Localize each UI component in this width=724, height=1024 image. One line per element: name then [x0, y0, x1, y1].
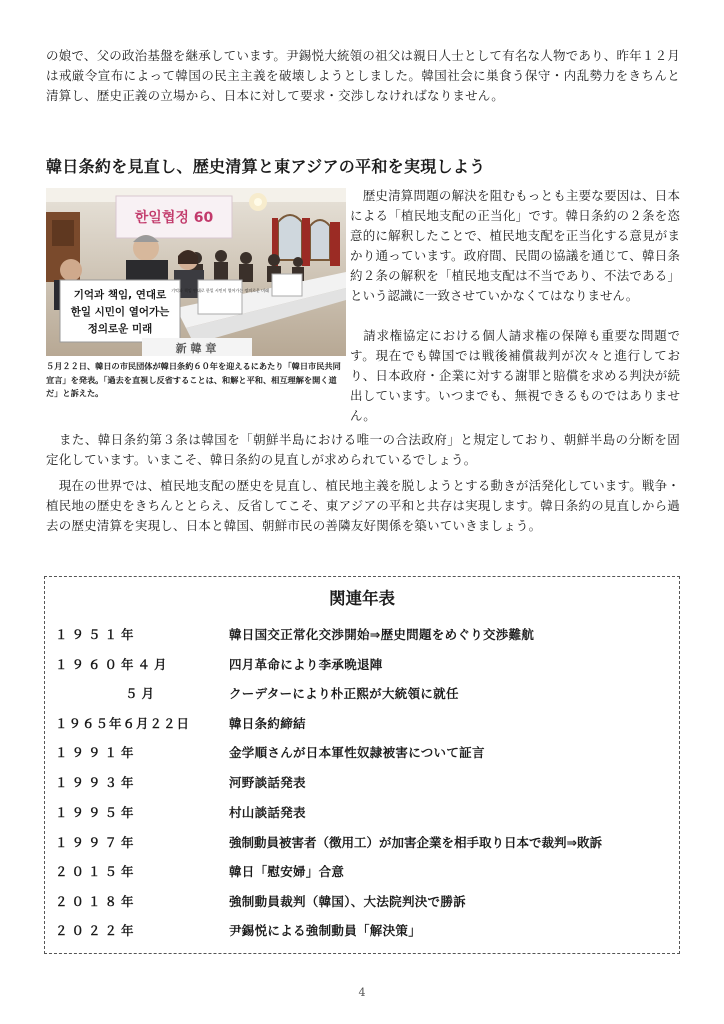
timeline-event: 河野談話発表: [229, 775, 306, 790]
timeline-event: 強制動員被害者（徴用工）が加害企業を相手取り日本で裁判⇒敗訴: [229, 835, 602, 850]
svg-text:기억과 책임 연대로 한일 시민이 열어가는 정의로운 미래: 기억과 책임 연대로 한일 시민이 열어가는 정의로운 미래: [171, 288, 269, 293]
timeline-date: １９５１年: [55, 627, 138, 642]
timeline-date: １９９１年: [55, 745, 138, 760]
right-paragraph-1: 歴史清算問題の解決を阻むもっとも主要な要因は、日本による「植民地支配の正当化」です。韓日条約の２条を恣意的に解釈したことで、植民地支配を正当化する意見がまかり通っています。政府間、民間の協議を通じて、韓日条約２条の解釈を「植民地支配は不当であり、不法である」という認識に一致させていかなくてはなりません。: [350, 188, 680, 303]
timeline-date: ２０１８年: [55, 894, 138, 909]
timeline-row: [45, 833, 679, 861]
bottom-sign-text: 新 韓 章: [175, 342, 217, 355]
timeline-row: [45, 803, 679, 831]
timeline-date: １９９７年: [55, 835, 138, 850]
banner-text: 한일협정 60: [134, 210, 214, 226]
timeline-event: 韓日条約締結: [229, 716, 306, 731]
timeline-event: 韓日「慰安婦」合意: [229, 864, 345, 879]
timeline-row: [45, 655, 679, 683]
timeline-row: [45, 625, 679, 653]
right-paragraph-2: 請求権協定における個人請求権の保障も重要な問題です。現在でも韓国では戦後補償裁判が次々と進行しており、日本政府・企業に対する謝罪と賠償を求める判決が続出しています。いつまでも、無視できるものではありません。: [350, 328, 680, 423]
photo-caption: ５月２２日、韓日の市民団体が韓日条約６０年を迎えるにあたり「韓日市民共同宣言」を発表。「過去を直視し反省することは、和解と平和、相互理解を開く道だ」と訴えた。: [46, 361, 341, 398]
timeline-date: ５月: [125, 686, 159, 701]
section-heading: 韓日条約を見直し、歴史清算と東アジアの平和を実現しよう: [46, 157, 486, 176]
timeline-row: [45, 743, 679, 771]
paragraph-3: また、韓日条約第３条は韓国を「朝鮮半島における唯一の合法政府」と規定しており、朝鮮半島の分断を固定化しています。いまこそ、韓日条約の見直しが求められているでしょう。: [46, 432, 680, 467]
timeline-event: 四月革命により李承晩退陣: [229, 657, 383, 672]
paragraph-4: 現在の世界では、植民地支配の歴史を見直し、植民地主義を脱しようとする動きが活発化しています。戦争・植民地の歴史をきちんととらえ、反省してこそ、東アジアの平和と共存は実現します。韓日条約の見直しから過去の歴史清算を実現し、日本と韓国、朝鮮市民の善隣友好関係を築いていきましょう。: [46, 478, 681, 533]
svg-text:한일 시민이 열어가는: 한일 시민이 열어가는: [70, 306, 170, 318]
timeline-event: 金学順さんが日本軍性奴隷被害について証言: [229, 745, 485, 760]
timeline-row: [45, 714, 679, 742]
timeline-row: [45, 684, 679, 712]
timeline-date: ２０１５年: [55, 864, 138, 879]
timeline-event: 尹錫悦による強制動員「解決策」: [229, 923, 422, 938]
svg-text:기억과 책임, 연대로: 기억과 책임, 연대로: [73, 289, 167, 301]
timeline-date: ２０２２年: [55, 923, 138, 938]
timeline-date: １９９５年: [55, 805, 138, 820]
svg-text:정의로운 미래: 정의로운 미래: [87, 323, 153, 335]
timeline-event: 強制動員裁判（韓国）、大法院判決で勝訴: [229, 894, 466, 909]
intro-paragraph: の娘で、父の政治基盤を継承しています。尹錫悦大統領の祖父は親日人士として有名な人物であり、昨年１２月は戒厳令宣布によって韓国の民主主義を破壊しようとしました。韓国社会に巣食う保守・内乱勢力をきちんと清算し、歴史正義の立場から、日本に対して要求・交渉しなければなりません。: [46, 48, 680, 103]
timeline-date: １９６０年４月: [55, 657, 171, 672]
timeline-date: １９９３年: [55, 775, 138, 790]
timeline-row: [45, 773, 679, 801]
timeline-row: [45, 892, 679, 920]
protest-sign: [60, 280, 180, 342]
timeline-row: [45, 862, 679, 890]
timeline-event: 村山談話発表: [229, 805, 306, 820]
press-conference-photo: [46, 188, 346, 356]
timeline-row: [45, 921, 679, 949]
timeline-box: [44, 576, 680, 954]
timeline-event: 韓日国交正常化交渉開始⇒歴史問題をめぐり交渉難航: [229, 627, 535, 642]
timeline-event: クーデターにより朴正熙が大統領に就任: [229, 686, 459, 701]
timeline-title: 関連年表: [329, 589, 395, 608]
timeline-date: １９６５年６月２２日: [55, 716, 191, 731]
page-number: 4: [358, 986, 366, 999]
